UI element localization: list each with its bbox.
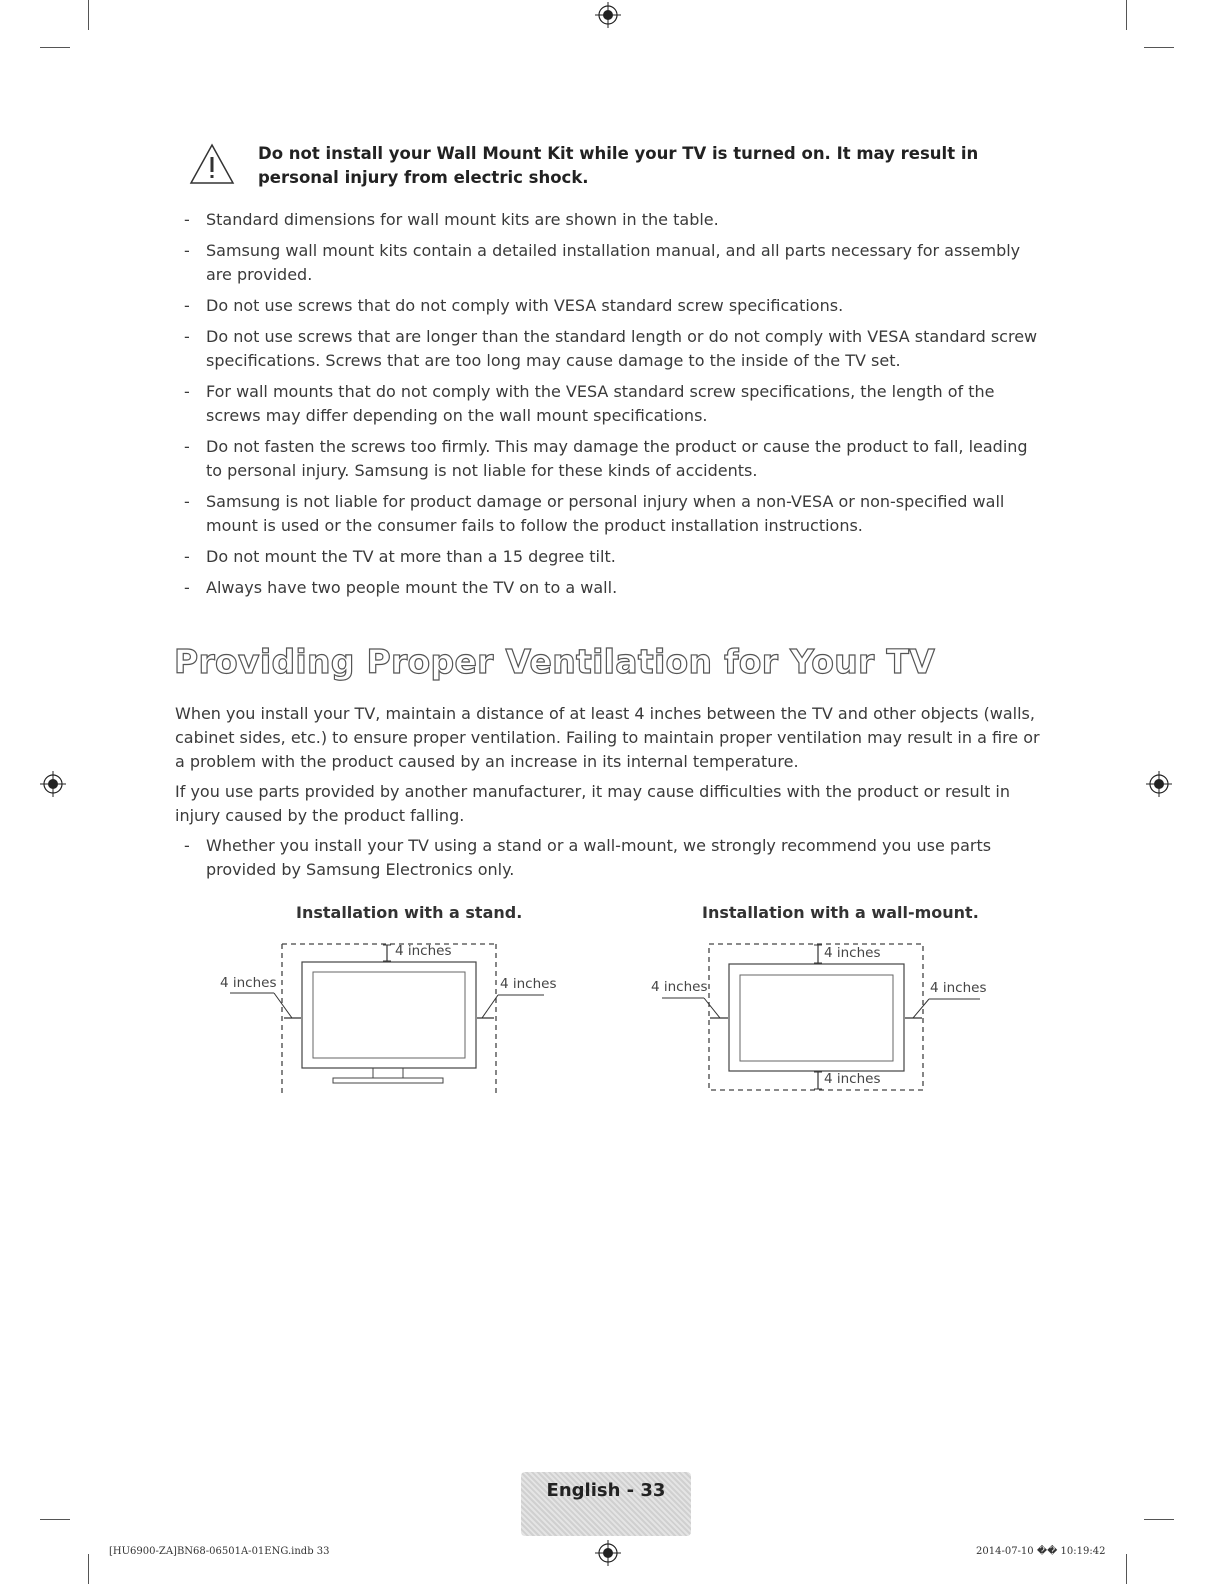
list-item: - Samsung wall mount kits contain a detailed installation manual, and all parts necessary for assembly are provided. <box>184 241 1021 284</box>
print-timestamp: 2014-07-10 �� 10:19:42 <box>976 1546 1106 1557</box>
section-title: Providing Proper Ventilation for Your TV <box>174 642 936 681</box>
crop-mark <box>40 1519 70 1520</box>
stand-top-clearance-label: 4 inches <box>395 943 452 959</box>
crop-mark <box>1126 0 1127 30</box>
list-item: - Always have two people mount the TV on to a wall. <box>184 578 618 597</box>
list-item: - Do not fasten the screws too firmly. This may damage the product or cause the product to fall, leading to personal injury. Samsung is not liable for these kinds of accidents. <box>184 437 1028 480</box>
crop-mark <box>88 1554 89 1584</box>
crop-mark <box>1144 47 1174 48</box>
third-party-parts-paragraph: If you use parts provided by another manufacturer, it may cause difficulties with the product or result in injury caused by the product falling. <box>175 782 1010 825</box>
list-item: - Do not mount the TV at more than a 15 degree tilt. <box>184 547 616 566</box>
warning-triangle-icon <box>188 142 236 186</box>
crop-mark <box>40 47 70 48</box>
wall-right-clearance-label: 4 inches <box>930 980 987 996</box>
registration-mark-icon <box>1146 771 1172 797</box>
list-item: - Standard dimensions for wall mount kits are shown in the table. <box>184 210 719 229</box>
mount-guidelines-list <box>184 208 1044 607</box>
stand-diagram-caption: Installation with a stand. <box>296 903 523 922</box>
crop-mark <box>1126 1554 1127 1584</box>
list-item: - Do not use screws that are longer than the standard length or do not comply with VESA standard screw specifications. Screws that are too long may cause damage to the inside of the TV set. <box>184 327 1038 370</box>
stand-left-clearance-label: 4 inches <box>220 975 277 991</box>
stand-right-clearance-label: 4 inches <box>500 976 557 992</box>
registration-mark-icon <box>595 2 621 28</box>
wall-bottom-clearance-label: 4 inches <box>824 1071 881 1087</box>
crop-mark <box>88 0 89 30</box>
list-item: - Whether you install your TV using a stand or a wall-mount, we strongly recommend you use parts provided by Samsung Electronics only. <box>184 836 992 879</box>
crop-mark <box>1144 1519 1174 1520</box>
source-file-name: [HU6900-ZA]BN68-06501A-01ENG.indb 33 <box>109 1546 330 1557</box>
list-item: - Samsung is not liable for product damage or personal injury when a non-VESA or non-specified wall mount is used or the consumer fails to follow the product installation instructions. <box>184 492 1005 535</box>
wall-mount-tv-illustration <box>640 935 1000 1097</box>
list-item: - Do not use screws that do not comply with VESA standard screw specifications. <box>184 296 844 315</box>
stand-tv-illustration <box>200 935 580 1097</box>
warning-text: Do not install your Wall Mount Kit while your TV is turned on. It may result in personal injury from electric shock. <box>258 144 979 187</box>
wall-top-clearance-label: 4 inches <box>824 945 881 961</box>
page-number-badge <box>521 1472 691 1536</box>
ventilation-paragraph: When you install your TV, maintain a distance of at least 4 inches between the TV and other objects (walls, cabinet sides, etc.) to ensure proper ventilation. Failing to maintain proper ventilation may result in a fire or a problem with the product caused by an increase in its internal temperature. <box>175 704 1040 771</box>
list-item: - For wall mounts that do not comply with the VESA standard screw specifications, the length of the screws may differ depending on the wall mount specifications. <box>184 382 995 425</box>
registration-mark-icon <box>40 771 66 797</box>
wall-mount-diagram-caption: Installation with a wall-mount. <box>702 903 979 922</box>
wall-left-clearance-label: 4 inches <box>651 979 708 995</box>
page-number: English - 33 <box>546 1480 666 1501</box>
registration-mark-icon <box>595 1540 621 1566</box>
